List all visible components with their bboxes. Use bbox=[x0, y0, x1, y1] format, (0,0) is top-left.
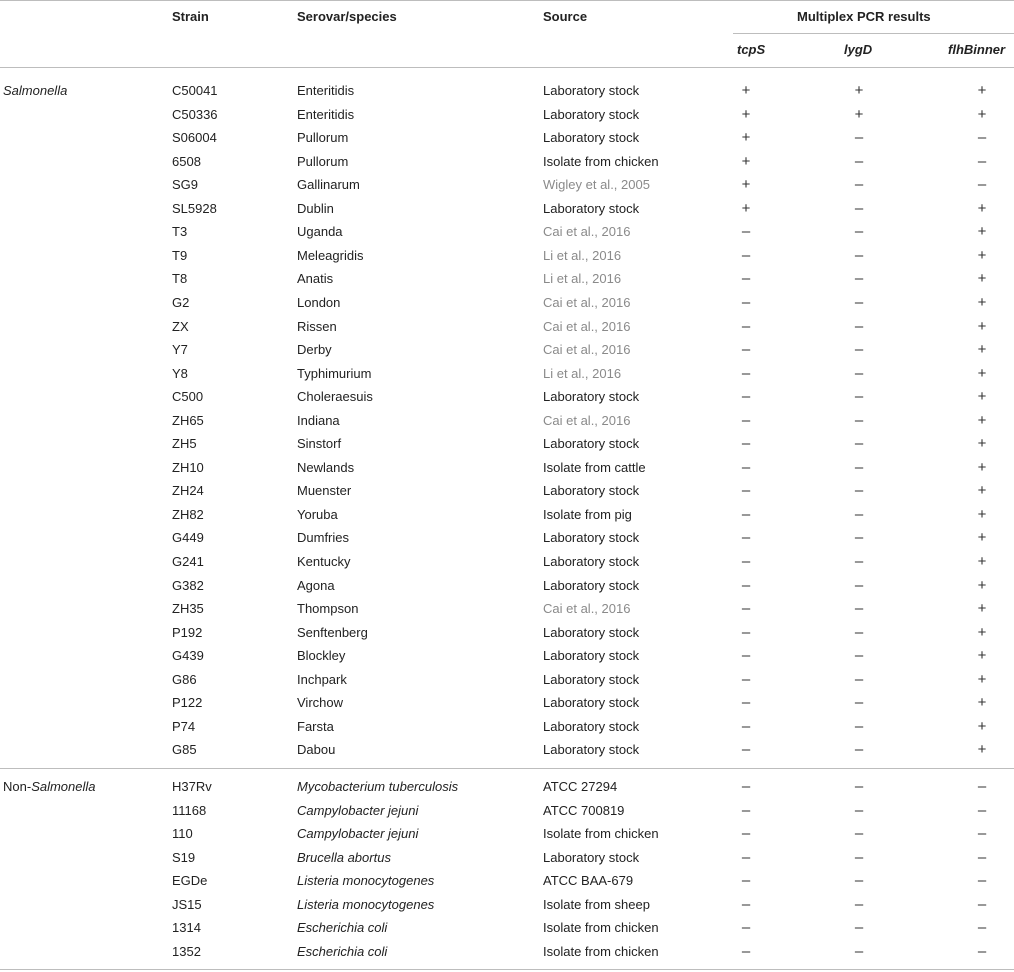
strain-cell: S06004 bbox=[172, 130, 217, 146]
tcps-result: – bbox=[741, 364, 751, 382]
flhbinner-result: – bbox=[977, 848, 987, 866]
flhbinner-result: – bbox=[977, 801, 987, 819]
source-cell: Laboratory stock bbox=[543, 483, 640, 499]
group-label-part: Non- bbox=[3, 779, 32, 794]
table-row bbox=[0, 200, 1014, 224]
table-row bbox=[0, 506, 1014, 530]
lygd-result: – bbox=[854, 647, 864, 665]
serovar-cell: Mycobacterium tuberculosis bbox=[297, 779, 459, 794]
flhbinner-result: – bbox=[977, 778, 987, 795]
serovar-cell: Sinstorf bbox=[297, 436, 342, 452]
table-row bbox=[0, 802, 1014, 826]
lygd-result: – bbox=[854, 778, 864, 795]
lygd-result: – bbox=[854, 895, 864, 913]
source-cell: Li et al., 2016 bbox=[543, 247, 622, 263]
table-row bbox=[0, 778, 1014, 802]
source-cell: Laboratory stock bbox=[543, 130, 640, 146]
lygd-result: – bbox=[854, 435, 864, 453]
table-row bbox=[0, 223, 1014, 247]
source-cell: Laboratory stock bbox=[543, 554, 640, 569]
flhbinner-result: + bbox=[977, 741, 987, 759]
table-row bbox=[0, 270, 1014, 294]
lygd-result: – bbox=[854, 317, 864, 335]
header-lygd: lygD bbox=[844, 42, 873, 57]
tcps-result: – bbox=[741, 741, 751, 759]
tcps-result: – bbox=[741, 411, 751, 429]
flhbinner-result: + bbox=[977, 670, 987, 688]
source-cell: Cai et al., 2016 bbox=[543, 412, 631, 428]
tcps-result: – bbox=[741, 529, 751, 547]
strain-cell: ZH10 bbox=[172, 459, 204, 475]
source-cell: Cai et al., 2016 bbox=[543, 342, 631, 358]
strain-cell: ZH35 bbox=[172, 601, 204, 617]
lygd-result: – bbox=[854, 623, 864, 641]
lygd-result: – bbox=[854, 825, 864, 843]
tcps-result: – bbox=[741, 717, 751, 735]
strain-cell: Y7 bbox=[172, 342, 188, 358]
group-label bbox=[3, 778, 96, 796]
table-row bbox=[0, 624, 1014, 648]
table-row bbox=[0, 153, 1014, 177]
serovar-cell: Escherichia coli bbox=[297, 920, 388, 936]
table-row bbox=[0, 694, 1014, 718]
source-cell: Laboratory stock bbox=[543, 83, 640, 98]
serovar-cell: London bbox=[297, 294, 341, 310]
tcps-result: – bbox=[741, 801, 751, 819]
flhbinner-result: + bbox=[977, 223, 987, 241]
source-cell: Cai et al., 2016 bbox=[543, 318, 631, 334]
table-row bbox=[0, 365, 1014, 389]
lygd-result: – bbox=[854, 872, 864, 890]
strain-cell: P74 bbox=[172, 718, 196, 734]
group-label-part: Salmonella bbox=[3, 83, 68, 98]
header-strain: Strain bbox=[172, 9, 209, 24]
strain-cell: T9 bbox=[172, 247, 188, 263]
strain-cell: P122 bbox=[172, 695, 203, 711]
tcps-result: – bbox=[741, 872, 751, 890]
source-cell: Isolate from chicken bbox=[543, 826, 659, 842]
lygd-result: – bbox=[854, 576, 864, 594]
source-cell: Cai et al., 2016 bbox=[543, 294, 631, 310]
tcps-result: – bbox=[741, 895, 751, 913]
table-row bbox=[0, 176, 1014, 200]
source-cell: Li et al., 2016 bbox=[543, 365, 622, 381]
source-cell: ATCC BAA-679 bbox=[543, 873, 634, 889]
flhbinner-result: + bbox=[977, 505, 987, 523]
tcps-result: – bbox=[741, 576, 751, 594]
serovar-cell: Dumfries bbox=[297, 530, 350, 546]
strain-cell: ZX bbox=[172, 318, 189, 334]
source-cell: Laboratory stock bbox=[543, 671, 640, 687]
header-group-rule bbox=[733, 33, 1014, 34]
strain-cell: T3 bbox=[172, 224, 188, 240]
lygd-result: – bbox=[854, 364, 864, 382]
flhbinner-result: + bbox=[977, 105, 987, 123]
source-cell: Laboratory stock bbox=[543, 742, 640, 758]
source-cell: Laboratory stock bbox=[543, 648, 640, 664]
flhbinner-result: + bbox=[977, 435, 987, 453]
tcps-result: – bbox=[741, 246, 751, 264]
lygd-result: – bbox=[854, 694, 864, 712]
strain-cell: G2 bbox=[172, 294, 190, 310]
lygd-result: – bbox=[854, 411, 864, 429]
flhbinner-result: + bbox=[977, 411, 987, 429]
table-row bbox=[0, 718, 1014, 742]
source-cell: Cai et al., 2016 bbox=[543, 601, 631, 617]
tcps-result: – bbox=[741, 553, 751, 570]
tcps-result: – bbox=[741, 647, 751, 665]
tcps-result: – bbox=[741, 670, 751, 688]
group-divider-rule bbox=[0, 768, 1014, 769]
table-row bbox=[0, 318, 1014, 342]
serovar-cell: Listeria monocytogenes bbox=[297, 896, 435, 912]
flhbinner-result: + bbox=[977, 199, 987, 217]
source-cell: Isolate from sheep bbox=[543, 896, 650, 912]
lygd-result: – bbox=[854, 482, 864, 500]
serovar-cell: Listeria monocytogenes bbox=[297, 873, 435, 889]
header-source: Source bbox=[543, 9, 588, 24]
tcps-result: + bbox=[741, 199, 751, 217]
table-row bbox=[0, 647, 1014, 671]
table-row bbox=[0, 872, 1014, 896]
source-cell: Laboratory stock bbox=[543, 849, 640, 865]
strain-cell: H37Rv bbox=[172, 779, 212, 794]
header-serovar: Serovar/species bbox=[297, 9, 397, 24]
strain-cell: S19 bbox=[172, 849, 196, 865]
tcps-result: – bbox=[741, 341, 751, 359]
flhbinner-result: + bbox=[977, 694, 987, 712]
table-row bbox=[0, 482, 1014, 506]
lygd-result: – bbox=[854, 270, 864, 288]
serovar-cell: Enteritidis bbox=[297, 106, 355, 122]
lygd-result: – bbox=[854, 199, 864, 217]
table-row bbox=[0, 82, 1014, 106]
serovar-cell: Campylobacter jejuni bbox=[297, 826, 419, 842]
strain-cell: G241 bbox=[172, 554, 204, 569]
flhbinner-result: – bbox=[977, 129, 987, 147]
lygd-result: – bbox=[854, 129, 864, 147]
header-bottom-rule bbox=[0, 67, 1014, 68]
serovar-cell: Muenster bbox=[297, 483, 352, 499]
strain-cell: G382 bbox=[172, 577, 204, 593]
flhbinner-result: + bbox=[977, 388, 987, 406]
strain-cell: 6508 bbox=[172, 153, 201, 169]
tcps-result: – bbox=[741, 825, 751, 843]
source-cell: Laboratory stock bbox=[543, 624, 640, 640]
serovar-cell: Pullorum bbox=[297, 153, 349, 169]
serovar-cell: Escherichia coli bbox=[297, 943, 388, 959]
group-label-part: Salmonella bbox=[31, 779, 96, 794]
serovar-cell: Brucella abortus bbox=[297, 849, 391, 865]
flhbinner-result: – bbox=[977, 176, 987, 194]
table-row bbox=[0, 529, 1014, 553]
tcps-result: – bbox=[741, 293, 751, 311]
strain-cell: G86 bbox=[172, 671, 197, 687]
source-cell: Isolate from chicken bbox=[543, 920, 659, 936]
serovar-cell: Pullorum bbox=[297, 130, 349, 146]
source-cell: Laboratory stock bbox=[543, 718, 640, 734]
group-label bbox=[3, 82, 67, 100]
flhbinner-result: + bbox=[977, 341, 987, 359]
table-row bbox=[0, 247, 1014, 271]
table-row bbox=[0, 388, 1014, 412]
strain-cell: G449 bbox=[172, 530, 204, 546]
tcps-result: – bbox=[741, 848, 751, 866]
flhbinner-result: + bbox=[977, 364, 987, 382]
serovar-cell: Agona bbox=[297, 577, 335, 593]
lygd-result: – bbox=[854, 176, 864, 194]
serovar-cell: Derby bbox=[297, 342, 332, 358]
source-cell: Laboratory stock bbox=[543, 200, 640, 216]
strain-cell: ZH5 bbox=[172, 436, 197, 452]
strain-cell: T8 bbox=[172, 271, 188, 287]
header-flhbinner: flhBinner bbox=[948, 42, 1006, 57]
strain-cell: SG9 bbox=[172, 177, 199, 193]
strain-cell: 110 bbox=[172, 826, 193, 842]
lygd-result: – bbox=[854, 801, 864, 819]
flhbinner-result: + bbox=[977, 458, 987, 476]
header-pcr-group: Multiplex PCR results bbox=[797, 9, 931, 24]
flhbinner-result: – bbox=[977, 895, 987, 913]
serovar-cell: Thompson bbox=[297, 601, 359, 617]
strain-cell: 11168 bbox=[172, 802, 207, 818]
flhbinner-result: + bbox=[977, 482, 987, 500]
serovar-cell: Farsta bbox=[297, 718, 334, 734]
strain-cell: ZH65 bbox=[172, 412, 204, 428]
strain-cell: SL5928 bbox=[172, 200, 217, 216]
table-row bbox=[0, 553, 1014, 577]
serovar-cell: Typhimurium bbox=[297, 365, 372, 381]
table-row bbox=[0, 849, 1014, 873]
source-cell: Wigley et al., 2005 bbox=[543, 177, 650, 193]
table-row bbox=[0, 459, 1014, 483]
flhbinner-result: – bbox=[977, 152, 987, 170]
source-cell: Li et al., 2016 bbox=[543, 271, 622, 287]
flhbinner-result: + bbox=[977, 82, 987, 99]
serovar-cell: Meleagridis bbox=[297, 247, 364, 263]
source-cell: Laboratory stock bbox=[543, 577, 640, 593]
header-tcps: tcpS bbox=[737, 42, 766, 57]
strain-cell: G85 bbox=[172, 742, 197, 758]
strain-cell: 1314 bbox=[172, 920, 201, 936]
strain-cell: ZH24 bbox=[172, 483, 204, 499]
serovar-cell: Dabou bbox=[297, 742, 336, 758]
strain-cell: JS15 bbox=[172, 896, 202, 912]
source-cell: Laboratory stock bbox=[543, 436, 640, 452]
source-cell: Laboratory stock bbox=[543, 106, 640, 122]
tcps-result: + bbox=[741, 152, 751, 170]
lygd-result: – bbox=[854, 388, 864, 406]
table-row bbox=[0, 919, 1014, 943]
tcps-result: – bbox=[741, 919, 751, 937]
flhbinner-result: – bbox=[977, 942, 987, 960]
strain-cell: ZH82 bbox=[172, 506, 204, 522]
lygd-result: – bbox=[854, 293, 864, 311]
serovar-cell: Blockley bbox=[297, 648, 346, 664]
lygd-result: + bbox=[854, 82, 864, 99]
tcps-result: – bbox=[741, 317, 751, 335]
flhbinner-result: – bbox=[977, 825, 987, 843]
serovar-cell: Choleraesuis bbox=[297, 389, 373, 405]
lygd-result: – bbox=[854, 341, 864, 359]
flhbinner-result: + bbox=[977, 647, 987, 665]
lygd-result: – bbox=[854, 529, 864, 547]
table-row bbox=[0, 825, 1014, 849]
table-row bbox=[0, 129, 1014, 153]
tcps-result: – bbox=[741, 270, 751, 288]
tcps-result: – bbox=[741, 600, 751, 618]
serovar-cell: Virchow bbox=[297, 695, 344, 711]
strain-cell: C500 bbox=[172, 389, 204, 405]
lygd-result: – bbox=[854, 670, 864, 688]
tcps-result: + bbox=[741, 105, 751, 123]
strain-cell: P192 bbox=[172, 624, 203, 640]
serovar-cell: Uganda bbox=[297, 224, 343, 240]
tcps-result: – bbox=[741, 223, 751, 241]
lygd-result: – bbox=[854, 600, 864, 618]
flhbinner-result: – bbox=[977, 919, 987, 937]
bottom-rule bbox=[0, 969, 1014, 970]
lygd-result: – bbox=[854, 553, 864, 570]
source-cell: Laboratory stock bbox=[543, 389, 640, 405]
tcps-result: – bbox=[741, 505, 751, 523]
lygd-result: – bbox=[854, 246, 864, 264]
table-row bbox=[0, 435, 1014, 459]
tcps-result: – bbox=[741, 942, 751, 960]
lygd-result: – bbox=[854, 458, 864, 476]
lygd-result: – bbox=[854, 223, 864, 241]
lygd-result: – bbox=[854, 942, 864, 960]
flhbinner-result: + bbox=[977, 246, 987, 264]
strain-cell: G439 bbox=[172, 648, 204, 664]
flhbinner-result: – bbox=[977, 872, 987, 890]
tcps-result: + bbox=[741, 176, 751, 194]
lygd-result: – bbox=[854, 741, 864, 759]
table-row bbox=[0, 294, 1014, 318]
source-cell: ATCC 700819 bbox=[543, 802, 625, 818]
strain-cell: C50041 bbox=[172, 83, 218, 98]
flhbinner-result: + bbox=[977, 600, 987, 618]
tcps-result: – bbox=[741, 458, 751, 476]
strain-cell: 1352 bbox=[172, 943, 201, 959]
table-row bbox=[0, 341, 1014, 365]
serovar-cell: Rissen bbox=[297, 318, 337, 334]
source-cell: Laboratory stock bbox=[543, 695, 640, 711]
serovar-cell: Gallinarum bbox=[297, 177, 360, 193]
source-cell: ATCC 27294 bbox=[543, 779, 618, 794]
lygd-result: – bbox=[854, 505, 864, 523]
tcps-result: – bbox=[741, 623, 751, 641]
flhbinner-result: + bbox=[977, 623, 987, 641]
source-cell: Laboratory stock bbox=[543, 530, 640, 546]
table-row bbox=[0, 577, 1014, 601]
table-row bbox=[0, 943, 1014, 967]
tcps-result: + bbox=[741, 82, 751, 99]
serovar-cell: Newlands bbox=[297, 459, 355, 475]
source-cell: Isolate from pig bbox=[543, 506, 632, 522]
serovar-cell: Indiana bbox=[297, 412, 340, 428]
serovar-cell: Inchpark bbox=[297, 671, 347, 687]
serovar-cell: Campylobacter jejuni bbox=[297, 802, 419, 818]
strain-cell: Y8 bbox=[172, 365, 188, 381]
strain-cell: C50336 bbox=[172, 106, 218, 122]
flhbinner-result: + bbox=[977, 270, 987, 288]
lygd-result: + bbox=[854, 105, 864, 123]
source-cell: Isolate from chicken bbox=[543, 153, 659, 169]
source-cell: Isolate from chicken bbox=[543, 943, 659, 959]
lygd-result: – bbox=[854, 848, 864, 866]
source-cell: Isolate from cattle bbox=[543, 459, 646, 475]
flhbinner-result: + bbox=[977, 553, 987, 570]
tcps-result: + bbox=[741, 129, 751, 147]
serovar-cell: Enteritidis bbox=[297, 83, 355, 98]
lygd-result: – bbox=[854, 919, 864, 937]
lygd-result: – bbox=[854, 717, 864, 735]
tcps-result: – bbox=[741, 482, 751, 500]
table-row bbox=[0, 671, 1014, 695]
serovar-cell: Anatis bbox=[297, 271, 334, 287]
strain-cell: EGDe bbox=[172, 873, 208, 889]
serovar-cell: Kentucky bbox=[297, 554, 351, 569]
flhbinner-result: + bbox=[977, 576, 987, 594]
source-cell: Cai et al., 2016 bbox=[543, 224, 631, 240]
table-row bbox=[0, 896, 1014, 920]
top-rule bbox=[0, 0, 1014, 1]
tcps-result: – bbox=[741, 694, 751, 712]
serovar-cell: Dublin bbox=[297, 200, 334, 216]
lygd-result: – bbox=[854, 152, 864, 170]
table-row bbox=[0, 741, 1014, 765]
tcps-result: – bbox=[741, 388, 751, 406]
flhbinner-result: + bbox=[977, 317, 987, 335]
tcps-result: – bbox=[741, 778, 751, 795]
serovar-cell: Senftenberg bbox=[297, 624, 368, 640]
flhbinner-result: + bbox=[977, 293, 987, 311]
flhbinner-result: + bbox=[977, 717, 987, 735]
table-row bbox=[0, 412, 1014, 436]
table-row bbox=[0, 600, 1014, 624]
serovar-cell: Yoruba bbox=[297, 506, 338, 522]
tcps-result: – bbox=[741, 435, 751, 453]
flhbinner-result: + bbox=[977, 529, 987, 547]
table-row bbox=[0, 106, 1014, 130]
